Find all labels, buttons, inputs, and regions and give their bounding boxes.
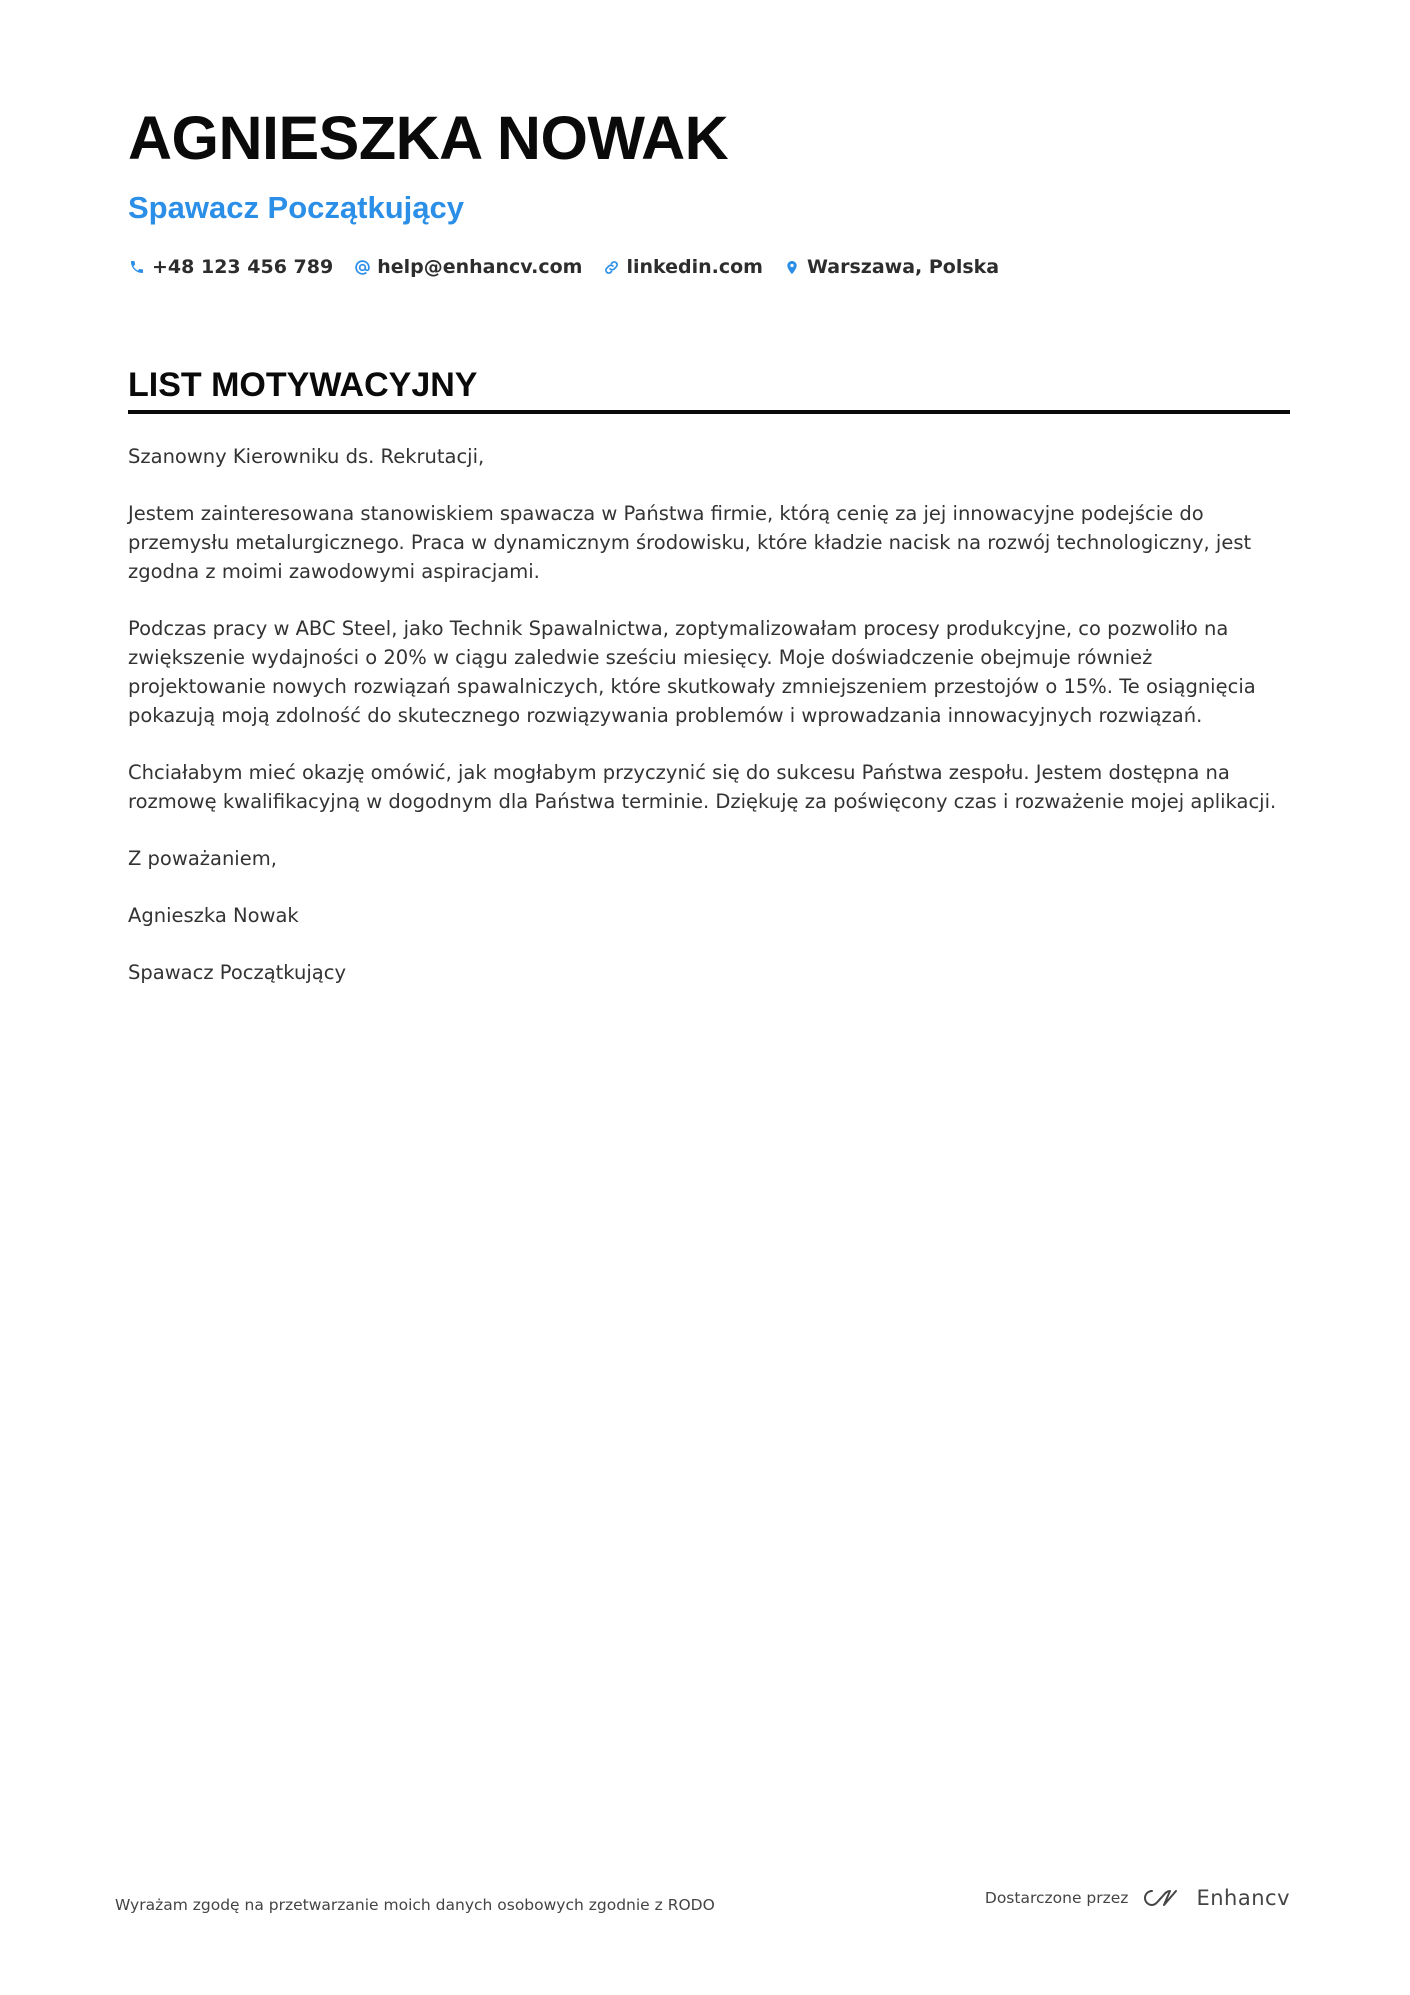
signature-role: Spawacz Początkujący xyxy=(128,961,346,984)
section-title: LIST MOTYWACYJNY xyxy=(128,366,478,404)
letter-paragraph-1: Jestem zainteresowana stanowiskiem spawacza w Państwa firmie, którą cenię za jej innowacyjne podejście do przemysłu metalurgicznego. Praca w dynamicznym środowisku, które kładzie nacisk na rozwój technologiczny, jest zgodna z moimi zawodowymi aspiracjami. xyxy=(128,502,1252,583)
location-pin-icon xyxy=(783,258,801,276)
contact-email-text: help@enhancv.com xyxy=(377,256,583,278)
applicant-name: AGNIESZKA NOWAK xyxy=(128,104,729,172)
enhancv-brand: Enhancv xyxy=(1196,1886,1290,1910)
contact-location xyxy=(783,256,999,278)
contact-phone[interactable] xyxy=(128,256,333,278)
contact-phone-text: +48 123 456 789 xyxy=(152,256,334,278)
footer-branding[interactable] xyxy=(985,1886,1290,1910)
phone-icon xyxy=(128,258,146,276)
contact-linkedin-text: linkedin.com xyxy=(626,256,763,278)
enhancv-logo-icon xyxy=(1140,1886,1186,1910)
contact-bar xyxy=(128,256,1019,278)
signature-name: Agnieszka Nowak xyxy=(128,904,299,927)
at-icon xyxy=(353,258,371,276)
letter-greeting: Szanowny Kierowniku ds. Rekrutacji, xyxy=(128,445,485,468)
link-icon xyxy=(602,258,620,276)
contact-location-text: Warszawa, Polska xyxy=(806,256,1000,278)
contact-email[interactable] xyxy=(353,256,582,278)
letter-closing: Z poważaniem, xyxy=(128,847,277,870)
provided-by-label: Dostarczone przez xyxy=(984,1889,1129,1907)
applicant-role: Spawacz Początkujący xyxy=(128,190,464,225)
section-divider xyxy=(128,410,1290,414)
gdpr-consent: Wyrażam zgodę na przetwarzanie moich danych osobowych zgodnie z RODO xyxy=(115,1896,715,1914)
letter-body xyxy=(128,442,1290,1015)
letter-paragraph-3: Chciałabym mieć okazję omówić, jak mogłabym przyczynić się do sukcesu Państwa zespołu. Jestem dostępna na rozmowę kwalifikacyjną w dogodnym dla Państwa terminie. Dziękuję za poświęcony czas i rozważenie mojej aplikacji. xyxy=(128,761,1277,813)
contact-linkedin[interactable] xyxy=(602,256,763,278)
letter-paragraph-2: Podczas pracy w ABC Steel, jako Technik Spawalnictwa, zoptymalizowałam procesy produkcyjne, co pozwoliło na zwiększenie wydajności o 20% w ciągu zaledwie sześciu miesięcy. Moje doświadczenie obejmuje również projektowanie nowych rozwiązań spawalniczych, które skutkowały zmniejszeniem przestojów o 15%. Te osiągnięcia pokazują moją zdolność do skutecznego rozwiązywania problemów i wprowadzania innowacyjnych rozwiązań. xyxy=(128,617,1256,727)
